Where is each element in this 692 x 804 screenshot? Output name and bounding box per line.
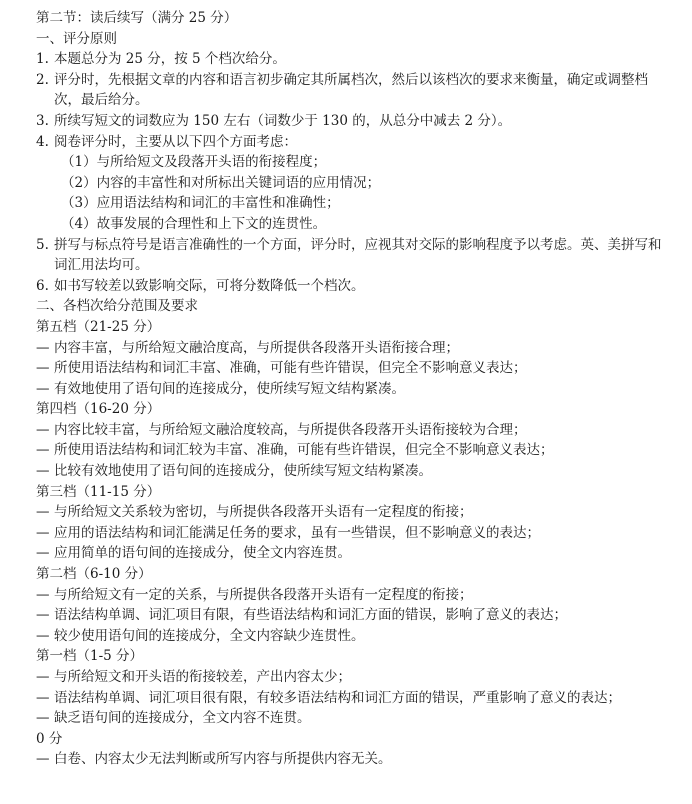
band-point-text: 与所给短文有一定的关系，与所提供各段落开头语有一定程度的衔接； (54, 586, 473, 603)
band-point (36, 502, 674, 523)
dash-mark: — (36, 607, 50, 624)
band-point-text: 较少使用语句间的连接成分，全文内容缺少连贯性。 (54, 627, 365, 644)
band-point-text: 与所给短文和开头语的衔接较差，产出内容太少； (54, 669, 351, 685)
dash-mark: — (36, 339, 50, 356)
principle-item (36, 111, 674, 132)
band-point-text: 有效地使用了语句间的连接成分，使所续写短文结构紧凑。 (54, 380, 405, 397)
band-label: 第五档（21-25 分） (36, 318, 161, 335)
principle-subitem: （1）与所给短文及段落开头语的衔接程度； (61, 154, 327, 171)
band-label: 第一档（1-5 分） (36, 648, 144, 665)
item-text: 拼写与标点符号是语言准确性的一个方面，评分时，应视其对交际的影响程度予以考虑。英、美拼写和词汇用法均可。 (54, 236, 662, 274)
item-text: 所续写短文的词数应为 150 左右（词数少于 130 的，从总分中减去 2 分）。 (54, 112, 512, 129)
band-point-text: 比较有效地使用了语句间的连接成分，使所续写短文结构紧凑。 (54, 463, 432, 480)
band-point (36, 461, 674, 482)
principle-item (36, 276, 674, 297)
dash-mark: — (36, 689, 50, 706)
dash-mark: — (36, 586, 50, 603)
dash-mark: — (36, 380, 50, 397)
band-point (36, 338, 674, 359)
principle-subitem: （4）故事发展的合理性和上下文的连贯性。 (61, 215, 327, 232)
dash-mark: — (36, 442, 50, 459)
principle-item (36, 235, 674, 276)
band-point-text: 内容丰富，与所给短文融洽度高，与所提供各段落开头语衔接合理； (54, 339, 459, 356)
principles-heading: 一、评分原则 (36, 30, 117, 47)
dash-mark: — (36, 504, 50, 521)
dash-mark: — (36, 463, 50, 480)
principle-subitem: （3）应用语法结构和词汇的丰富性和准确性； (61, 195, 340, 212)
band-point-text: 白卷、内容太少无法判断或所写内容与所提供内容无关。 (54, 751, 392, 768)
band-label: 第二档（6-10 分） (36, 566, 152, 583)
band-point (36, 523, 674, 544)
bands-heading: 二、各档次给分范围及要求 (36, 298, 198, 315)
band-point (36, 749, 674, 770)
item-text: 如书写较差以致影响交际，可将分数降低一个档次。 (54, 277, 365, 294)
dash-mark: — (36, 669, 50, 685)
dash-mark: — (36, 751, 50, 768)
band-label-zero: 0 分 (36, 730, 63, 747)
band-point-text: 所使用语法结构和词汇丰富、准确，可能有些许错误，但完全不影响意义表达； (54, 360, 527, 377)
band-point-text: 内容比较丰富，与所给短文融洽度较高，与所提供各段落开头语衔接较为合理； (54, 421, 527, 438)
dash-mark: — (36, 710, 50, 727)
band-point (36, 379, 674, 400)
band-point-text: 缺乏语句间的连接成分，全文内容不连贯。 (54, 710, 311, 727)
band-point (36, 688, 674, 709)
principle-item (36, 49, 674, 70)
item-number: 5. (36, 236, 49, 253)
band-point (36, 543, 674, 564)
dash-mark: — (36, 627, 50, 644)
band-point (36, 440, 674, 461)
band-point-text: 与所给短文关系较为密切，与所提供各段落开头语有一定程度的衔接； (54, 504, 473, 521)
principle-item (36, 70, 674, 111)
band-point-text: 应用的语法结构和词汇能满足任务的要求，虽有一些错误，但不影响意义的表达； (54, 524, 540, 541)
dash-mark: — (36, 524, 50, 541)
item-number: 1. (36, 51, 49, 68)
band-point (36, 420, 674, 441)
principle-item (36, 132, 674, 153)
band-point (36, 708, 674, 729)
dash-mark: — (36, 421, 50, 438)
band-point-text: 应用简单的语句间的连接成分，使全文内容连贯。 (54, 545, 351, 562)
band-point (36, 605, 674, 626)
dash-mark: — (36, 360, 50, 377)
item-text: 评分时，先根据文章的内容和语言初步确定其所属档次，然后以该档次的要求来衡量，确定或调整档次，最后给分。 (54, 71, 648, 109)
dash-mark: — (36, 545, 50, 562)
item-number: 4. (36, 133, 49, 150)
band-point-text: 语法结构单调、词汇项目很有限，有较多语法结构和词汇方面的错误，严重影响了意义的表达； (54, 689, 621, 706)
item-text: 本题总分为 25 分，按 5 个档次给分。 (54, 51, 286, 68)
band-point (36, 358, 674, 379)
item-text: 阅卷评分时，主要从以下四个方面考虑： (54, 133, 297, 150)
item-number: 2. (36, 71, 49, 88)
item-number: 6. (36, 277, 49, 294)
band-point-text: 所使用语法结构和词汇较为丰富、准确，可能有些许错误，但完全不影响意义表达； (54, 442, 554, 459)
band-point-text: 语法结构单调、词汇项目有限，有些语法结构和词汇方面的错误，影响了意义的表达； (54, 607, 567, 624)
band-label: 第三档（11-15 分） (36, 483, 161, 500)
band-point (36, 585, 674, 606)
item-number: 3. (36, 112, 49, 129)
section-title: 第二节：读后续写（满分 25 分） (36, 10, 238, 26)
band-point (36, 667, 674, 688)
band-point (36, 626, 674, 647)
principle-subitem: （2）内容的丰富性和对所标出关键词语的应用情况； (61, 174, 381, 191)
band-label: 第四档（16-20 分） (36, 401, 161, 418)
